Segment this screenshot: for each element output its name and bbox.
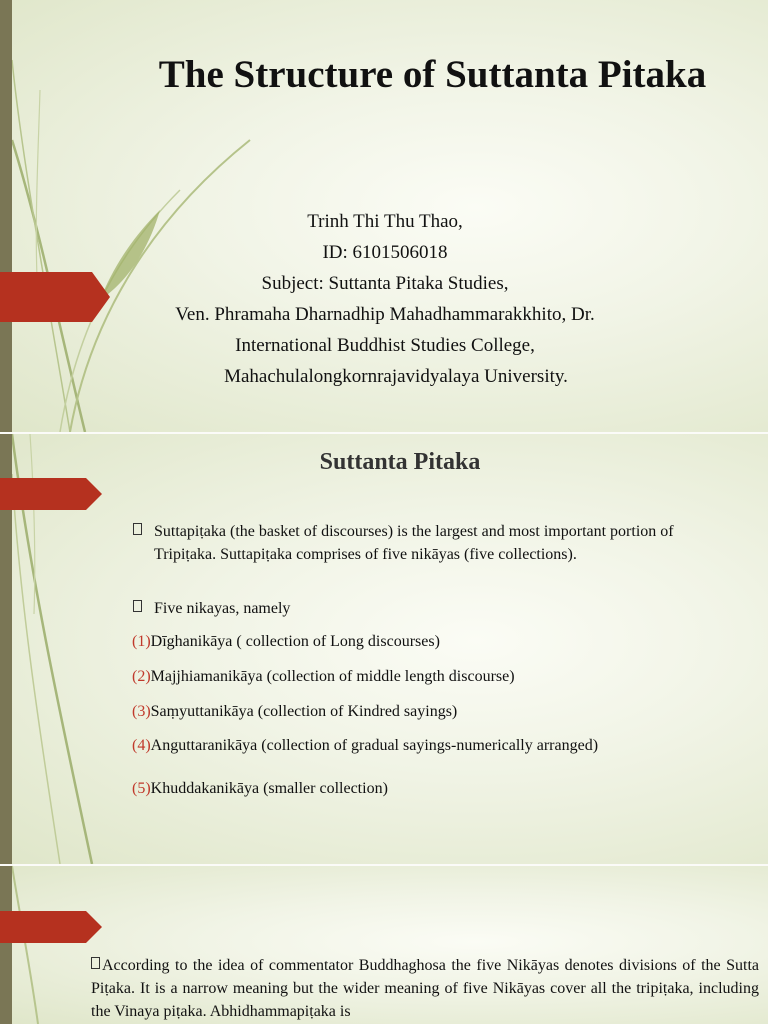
nikaya-item	[132, 632, 440, 652]
nikaya-text: Saṃyuttanikāya (collection of Kindred sayings)	[150, 703, 458, 720]
sidebar-stripe	[0, 866, 12, 1024]
red-arrow-flag	[0, 478, 102, 510]
content-slide	[0, 434, 768, 864]
bullet-item	[133, 520, 693, 566]
sidebar-stripe	[0, 0, 12, 432]
student-id: ID: 6101506018	[322, 242, 448, 263]
bullet-marker-icon	[133, 597, 149, 620]
bullet-item	[133, 597, 693, 620]
nikaya-item	[132, 779, 388, 799]
bullet-text: Five nikayas, namely	[154, 600, 291, 617]
bullet-text: Suttapiṭaka (the basket of discourses) is the largest and most important portion of Tripiṭaka. Suttapiṭaka comprises of five nikāyas (five collections).	[154, 523, 674, 563]
nikaya-text: Dīghanikāya ( collection of Long discourses)	[150, 633, 440, 650]
red-arrow-flag	[0, 911, 102, 943]
paragraph-text: According to the idea of commentator Buddhaghosa the five Nikāyas denotes divisions of the Sutta Piṭaka. It is a narrow meaning but the wider meaning of five Nikāyas cover all the tripiṭaka, including the Vinaya piṭaka. Abhidhammapiṭaka is	[91, 957, 759, 1020]
nikaya-text: Majjhiamanikāya (collection of middle length discourse)	[150, 668, 515, 685]
nikaya-item	[132, 702, 457, 722]
title-slide	[0, 0, 768, 432]
college-line: International Buddhist Studies College,	[235, 335, 535, 356]
subject-line: Subject: Suttanta Pitaka Studies,	[261, 273, 509, 294]
nikaya-number: (4)	[132, 737, 151, 754]
slide-title: The Structure of Suttanta Pitaka	[158, 53, 707, 96]
commentary-paragraph	[91, 954, 759, 1023]
nikaya-text: Khuddakanikāya (smaller collection)	[150, 780, 388, 797]
nikaya-number: (5)	[132, 780, 151, 797]
nikaya-item	[132, 667, 515, 687]
red-arrow-flag	[0, 272, 110, 322]
nikaya-number: (2)	[132, 668, 151, 685]
commentary-slide	[0, 866, 768, 1024]
instructor-line: Ven. Phramaha Dharnadhip Mahadhammarakkhito, Dr.	[175, 304, 595, 325]
nikaya-number: (3)	[132, 703, 151, 720]
slide-title: Suttanta Pitaka	[319, 449, 481, 475]
university-line: Mahachulalongkornrajavidyalaya University.	[224, 366, 568, 387]
bullet-marker-icon	[133, 520, 149, 543]
author-info	[100, 206, 670, 392]
nikaya-text: Anguttaranikāya (collection of gradual sayings-numerically arranged)	[150, 737, 599, 754]
nikaya-number: (1)	[132, 633, 151, 650]
author-name: Trinh Thi Thu Thao,	[307, 211, 463, 232]
bullet-marker-icon	[91, 957, 100, 969]
nikaya-item	[132, 736, 598, 756]
